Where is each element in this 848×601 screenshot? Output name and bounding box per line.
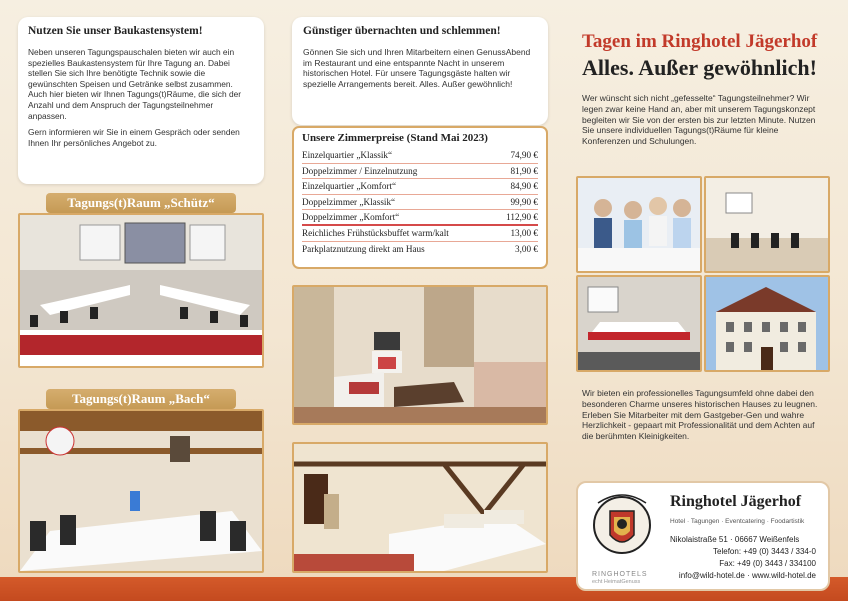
extra-row: Reichliches Frühstücksbuffet warm/kalt 13,00 € xyxy=(302,226,538,242)
price-row: Einzelquartier „Komfort“ 84,90 € xyxy=(302,179,538,195)
price-row: Doppelzimmer „Klassik“ 99,90 € xyxy=(302,195,538,211)
room-bach-label: Tagungs(t)Raum „Bach“ xyxy=(46,389,236,409)
u-shape-room-photo xyxy=(576,275,702,372)
price-row: Doppelzimmer „Komfort“ 112,90 € xyxy=(302,210,538,226)
room-bach-photo xyxy=(18,409,264,573)
bedroom-photo xyxy=(292,442,548,573)
hotel-building-image xyxy=(706,277,828,370)
uebernachten-heading: Günstiger übernachten und schlemmen! xyxy=(303,25,501,37)
meeting-room-image xyxy=(20,411,262,571)
baukasten-para-2: Auch hier bieten wir Ihnen Tagungs(t)Räume, die sich der Anzahl und dem Anspruch der Tagungsteilnehmer anpassen. xyxy=(28,89,242,121)
conference-room-image xyxy=(20,215,262,366)
baukasten-panel xyxy=(18,17,264,184)
headline-2: Alles. Außer gewöhnlich! xyxy=(582,55,817,80)
umfeld-para-1: Wir bieten ein professionelles Tagungsumfeld ohne dabei den besonderen Charme unseres historischen Hauses zu leugnen. xyxy=(582,388,818,409)
hotel-phone[interactable]: Telefon: +49 (0) 3443 / 334-0 xyxy=(713,547,816,556)
hotel-contact-card xyxy=(576,481,830,591)
intro-para: Wer wünscht sich nicht „gefesselte“ Tagungsteilnehmer? Wir legen zwar keine Hand an, aber mit unserem Tagungskonzept begleiten wir Sie von der ersten bis zur letzten Minute. Nutzen Sie unsere individuellen Tagungs(t)Räume für kleine Konferenzen und Schulungen. xyxy=(582,93,816,147)
uebernachten-panel xyxy=(292,17,548,125)
hotel-fax: Fax: +49 (0) 3443 / 334100 xyxy=(719,559,816,568)
ringhotels-tagline: echt HeimatGenuss xyxy=(592,579,641,585)
room-schuetz-label: Tagungs(t)Raum „Schütz“ xyxy=(46,193,236,213)
hotel-services: Hotel · Tagungen · Eventcatering · Foodartistik xyxy=(670,518,805,525)
seminar-room-image xyxy=(706,178,828,271)
living-room-photo xyxy=(292,285,548,425)
meeting-people-photo xyxy=(576,176,702,273)
room-schuetz-photo xyxy=(18,213,264,368)
hotel-crest-icon xyxy=(590,491,654,569)
price-table-title: Unsere Zimmerpreise (Stand Mai 2023) xyxy=(302,132,488,144)
hotel-address: Nikolaistraße 51 · 06667 Weißenfels xyxy=(670,535,800,544)
seminar-room-photo xyxy=(704,176,830,273)
hotel-building-photo xyxy=(704,275,830,372)
price-row: Einzelquartier „Klassik“ 74,90 € xyxy=(302,148,538,164)
baukasten-para-3: Gern informieren wir Sie in einem Gespräch oder senden Ihnen Ihr persönliches Angebot zu. xyxy=(28,127,240,148)
meeting-people-image xyxy=(578,178,700,271)
hotel-lounge-image xyxy=(294,287,546,423)
ringhotels-brand: RINGHOTELS xyxy=(592,571,648,578)
u-shape-room-image xyxy=(578,277,700,370)
uebernachten-para: Gönnen Sie sich und Ihren Mitarbeitern einen GenussAbend im Restaurant und eine entspannte Nacht in unserem historischen Hotel. Für unsere Tagungsgäste halten wir spezielle Arrangements bereit. Alles. Außer gewöhnlich! xyxy=(303,47,531,90)
tagen-intro xyxy=(576,17,830,160)
hotel-email-web[interactable]: info@wild-hotel.de · www.wild-hotel.de xyxy=(678,571,816,580)
price-row: Doppelzimmer / Einzelnutzung 81,90 € xyxy=(302,164,538,180)
extra-row: Parkplatznutzung direkt am Haus 3,00 € xyxy=(302,243,538,254)
headline-1: Tagen im Ringhotel Jägerhof xyxy=(582,31,818,52)
baukasten-heading: Nutzen Sie unser Baukastensystem! xyxy=(28,25,203,37)
baukasten-para-1: Neben unseren Tagungspauschalen bieten wir auch ein spezielles Baukastensystem für Ihre Tagung an. Dabei stellen Sie sich Ihre benötigte Technik sowie die gewünschten Speisen und Getränke selbst zusammen. xyxy=(28,47,235,89)
umfeld-text xyxy=(576,388,830,468)
price-table xyxy=(292,126,548,269)
hotel-name: Ringhotel Jägerhof xyxy=(670,493,802,510)
umfeld-para-2: Erleben Sie Mitarbeiter mit dem Gastgeber-Gen und wahre Herzlichkeit - gepaart mit Professionalität und dem Achten auf die berühmten Kleinigkeiten. xyxy=(582,409,815,442)
hotel-bedroom-image xyxy=(294,444,546,571)
